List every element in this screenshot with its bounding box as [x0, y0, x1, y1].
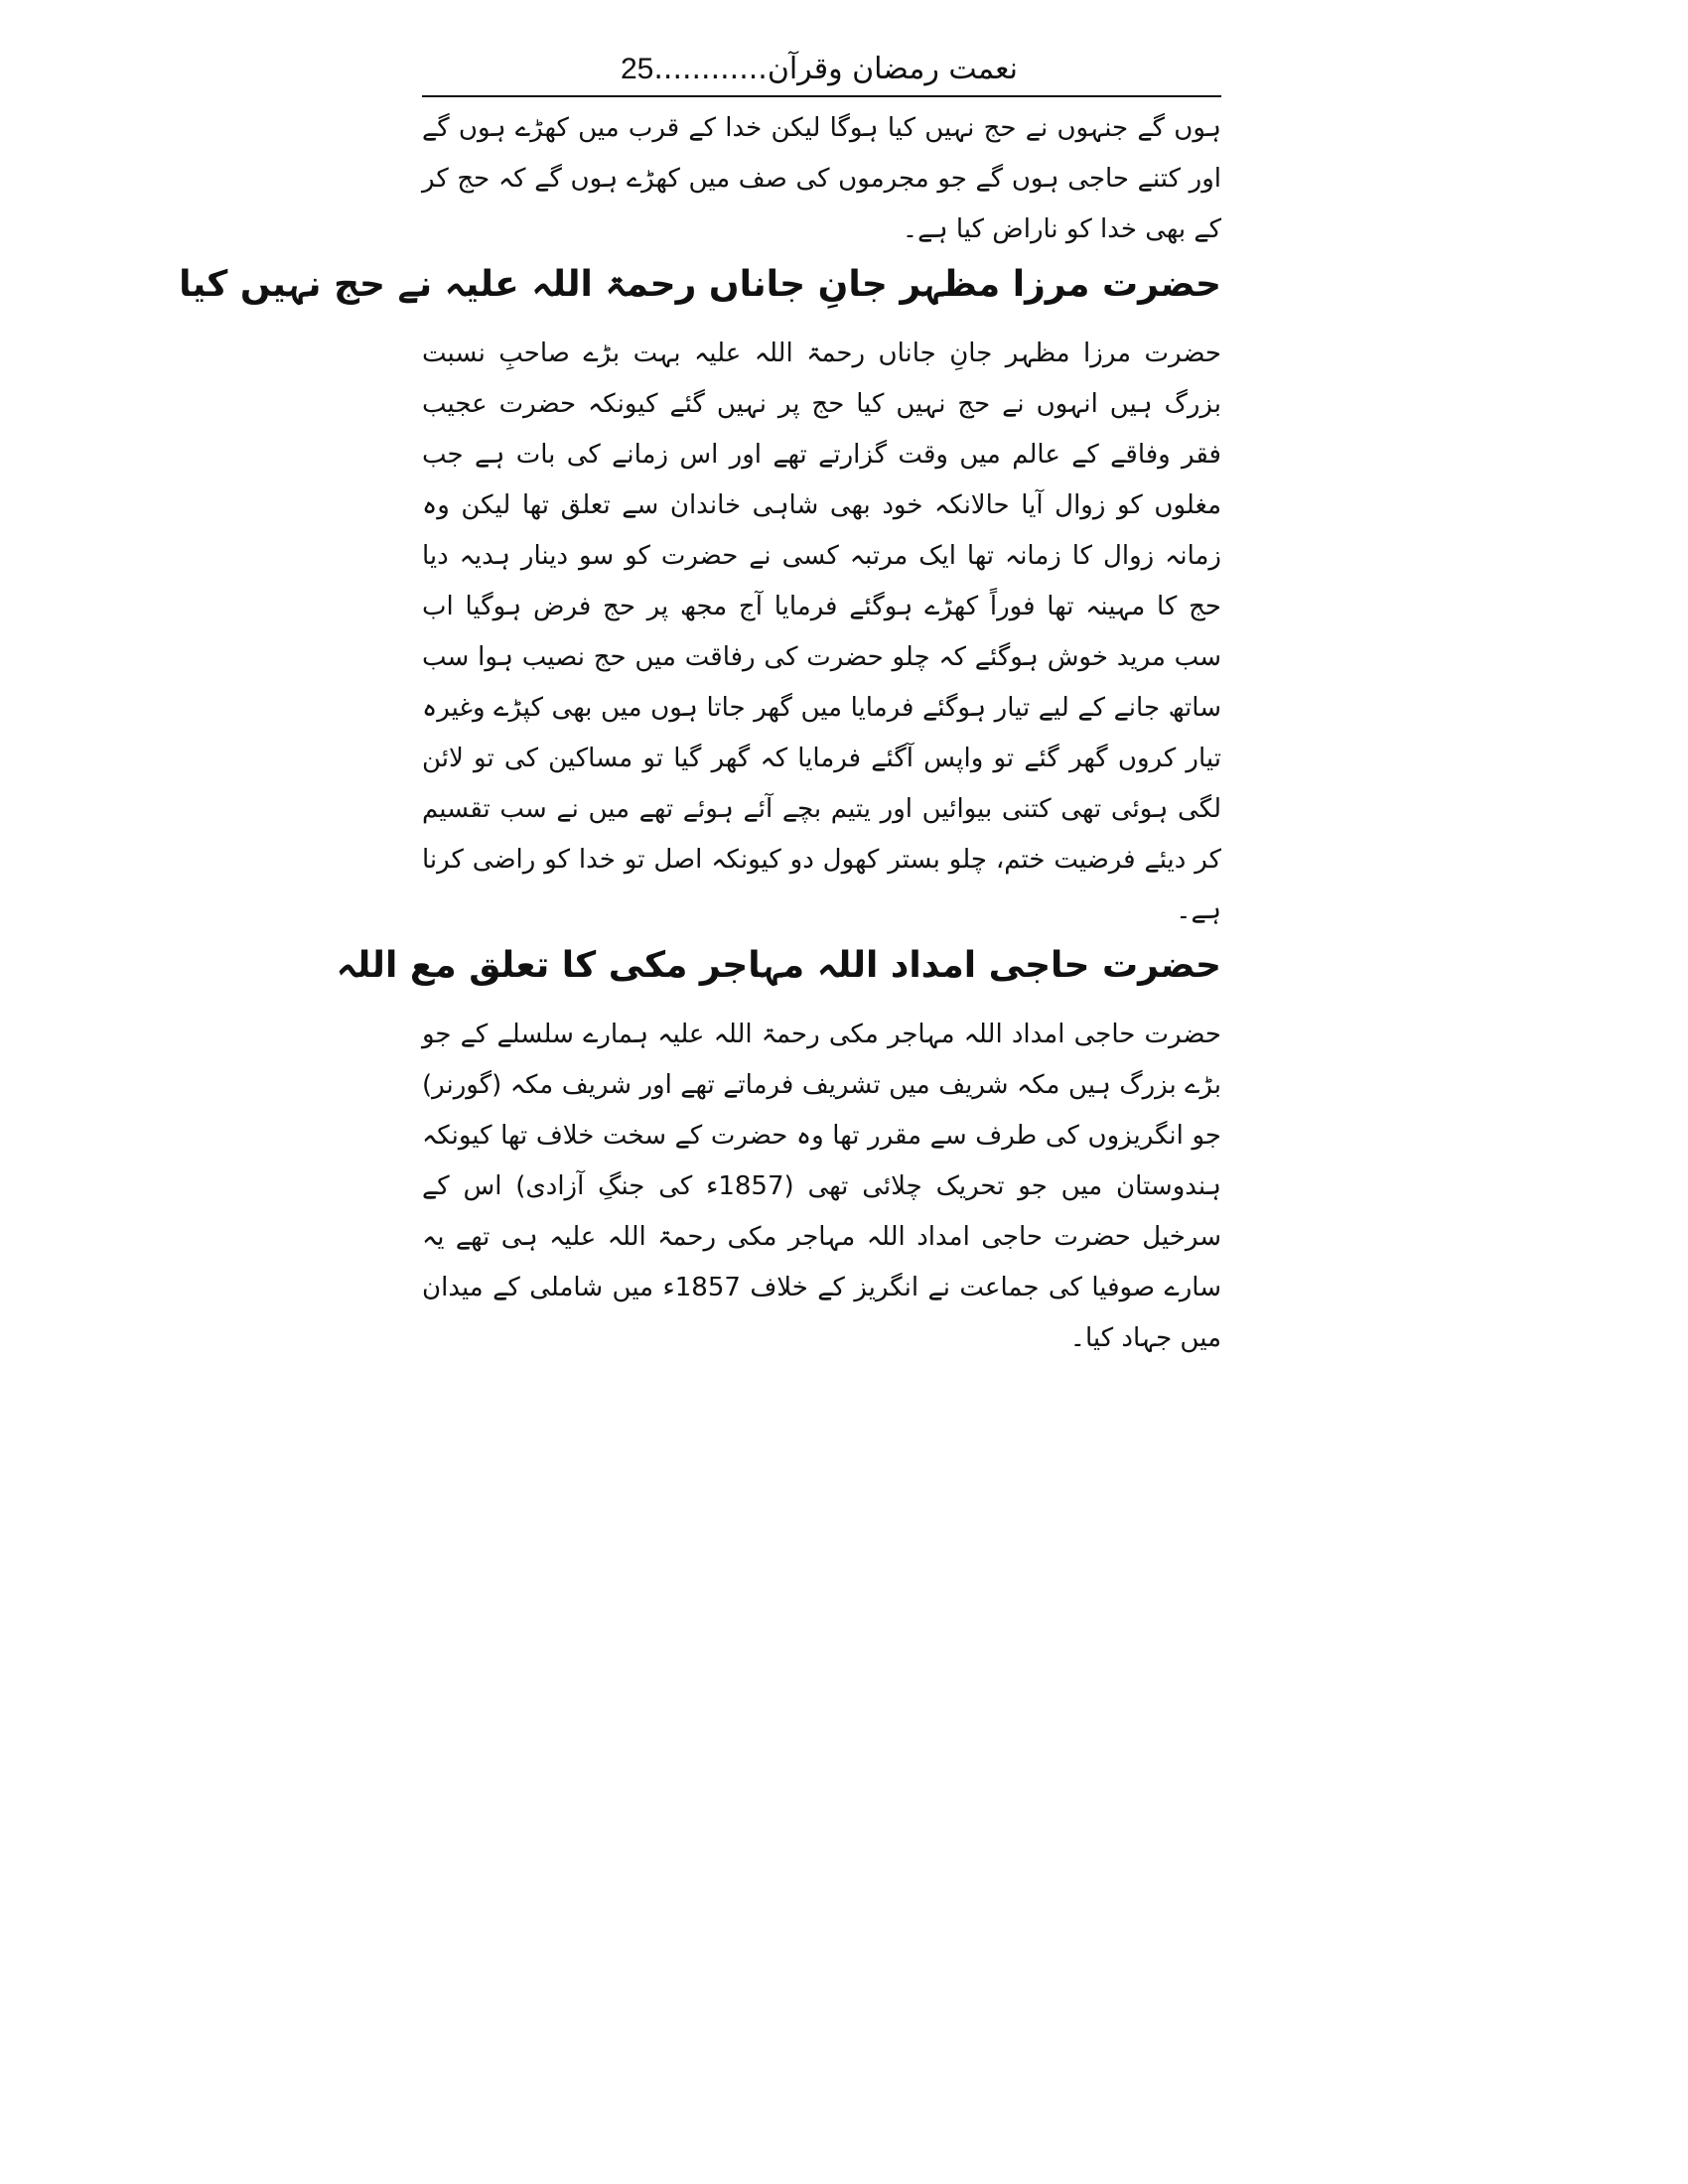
- intro-paragraph: ہوں گے جنہوں نے حج نہیں کیا ہوگا لیکن خدا کے قرب میں کھڑے ہوں گے اور کتنے حاجی ہوں گے جو مجرموں کی صف میں کھڑے ہوں گے کہ حج کر کے بھی خدا کو ناراض کیا ہے۔: [422, 113, 1221, 244]
- page-body: [179, 103, 1221, 1364]
- section-heading-haji-imdadullah: حضرت حاجی امداد اللہ مہاجر مکی کا تعلق مع اللہ: [336, 945, 1221, 986]
- running-header: [422, 44, 1216, 95]
- header-leader-dots: ............: [653, 52, 768, 86]
- book-title: نعمت رمضان وقرآن: [767, 52, 1018, 86]
- section-body-mirza-mazhar: حضرت مرزا مظہر جانِ جاناں رحمۃ اللہ علیہ بہت بڑے صاحبِ نسبت بزرگ ہیں انہوں نے حج نہیں کیا حج پر نہیں گئے کیونکہ حضرت عجیب فقر وفاقے کے عالم میں وقت گزارتے تھے اور اس زمانے کی بات ہے جب مغلوں کو زوال آیا حالانکہ خود بھی شاہی خاندان سے تعلق تھا لیکن وہ زمانہ زوال کا زمانہ تھا ایک مرتبہ کسی نے حضرت کو سو دینار ہدیہ دیا حج کا مہینہ تھا فوراً کھڑے ہوگئے فرمایا آج مجھ پر حج فرض ہوگیا اب سب مرید خوش ہوگئے کہ چلو حضرت کی رفاقت میں حج نصیب ہوا سب ساتھ جانے کے لیے تیار ہوگئے فرمایا میں گھر جاتا ہوں میں بھی کپڑے وغیرہ تیار کروں گھر گئے تو واپس آگئے فرمایا کہ گھر گیا تو مساکین کی تو لائن لگی ہوئی تھی کتنی بیوائیں اور یتیم بچے آئے ہوئے تھے میں نے سب تقسیم کر دیئے فرضیت ختم، چلو بستر کھول دو کیونکہ اصل تو خدا کو راضی کرنا ہے۔: [422, 339, 1221, 925]
- section-body-haji-imdadullah: حضرت حاجی امداد اللہ مہاجر مکی رحمۃ اللہ علیہ ہمارے سلسلے کے جو بڑے بزرگ ہیں مکہ شریف میں تشریف فرماتے تھے اور شریف مکہ (گورنر) جو انگریزوں کی طرف سے مقرر تھا وہ حضرت کے سخت خلاف تھا کیونکہ ہندوستان میں جو تحریک چلائی تھی (1857ء کی جنگِ آزادی) اس کے سرخیل حضرت حاجی امداد اللہ مہاجر مکی رحمۃ اللہ علیہ ہی تھے یہ سارے صوفیا کی جماعت نے انگریز کے خلاف 1857ء میں شاملی کے میدان میں جہاد کیا۔: [422, 1020, 1221, 1353]
- header-divider: [422, 95, 1221, 97]
- section-heading-mirza-mazhar: حضرت مرزا مظہر جانِ جاناں رحمۃ اللہ علیہ نے حج نہیں کیا: [179, 264, 1221, 305]
- page-number: 25: [621, 53, 654, 85]
